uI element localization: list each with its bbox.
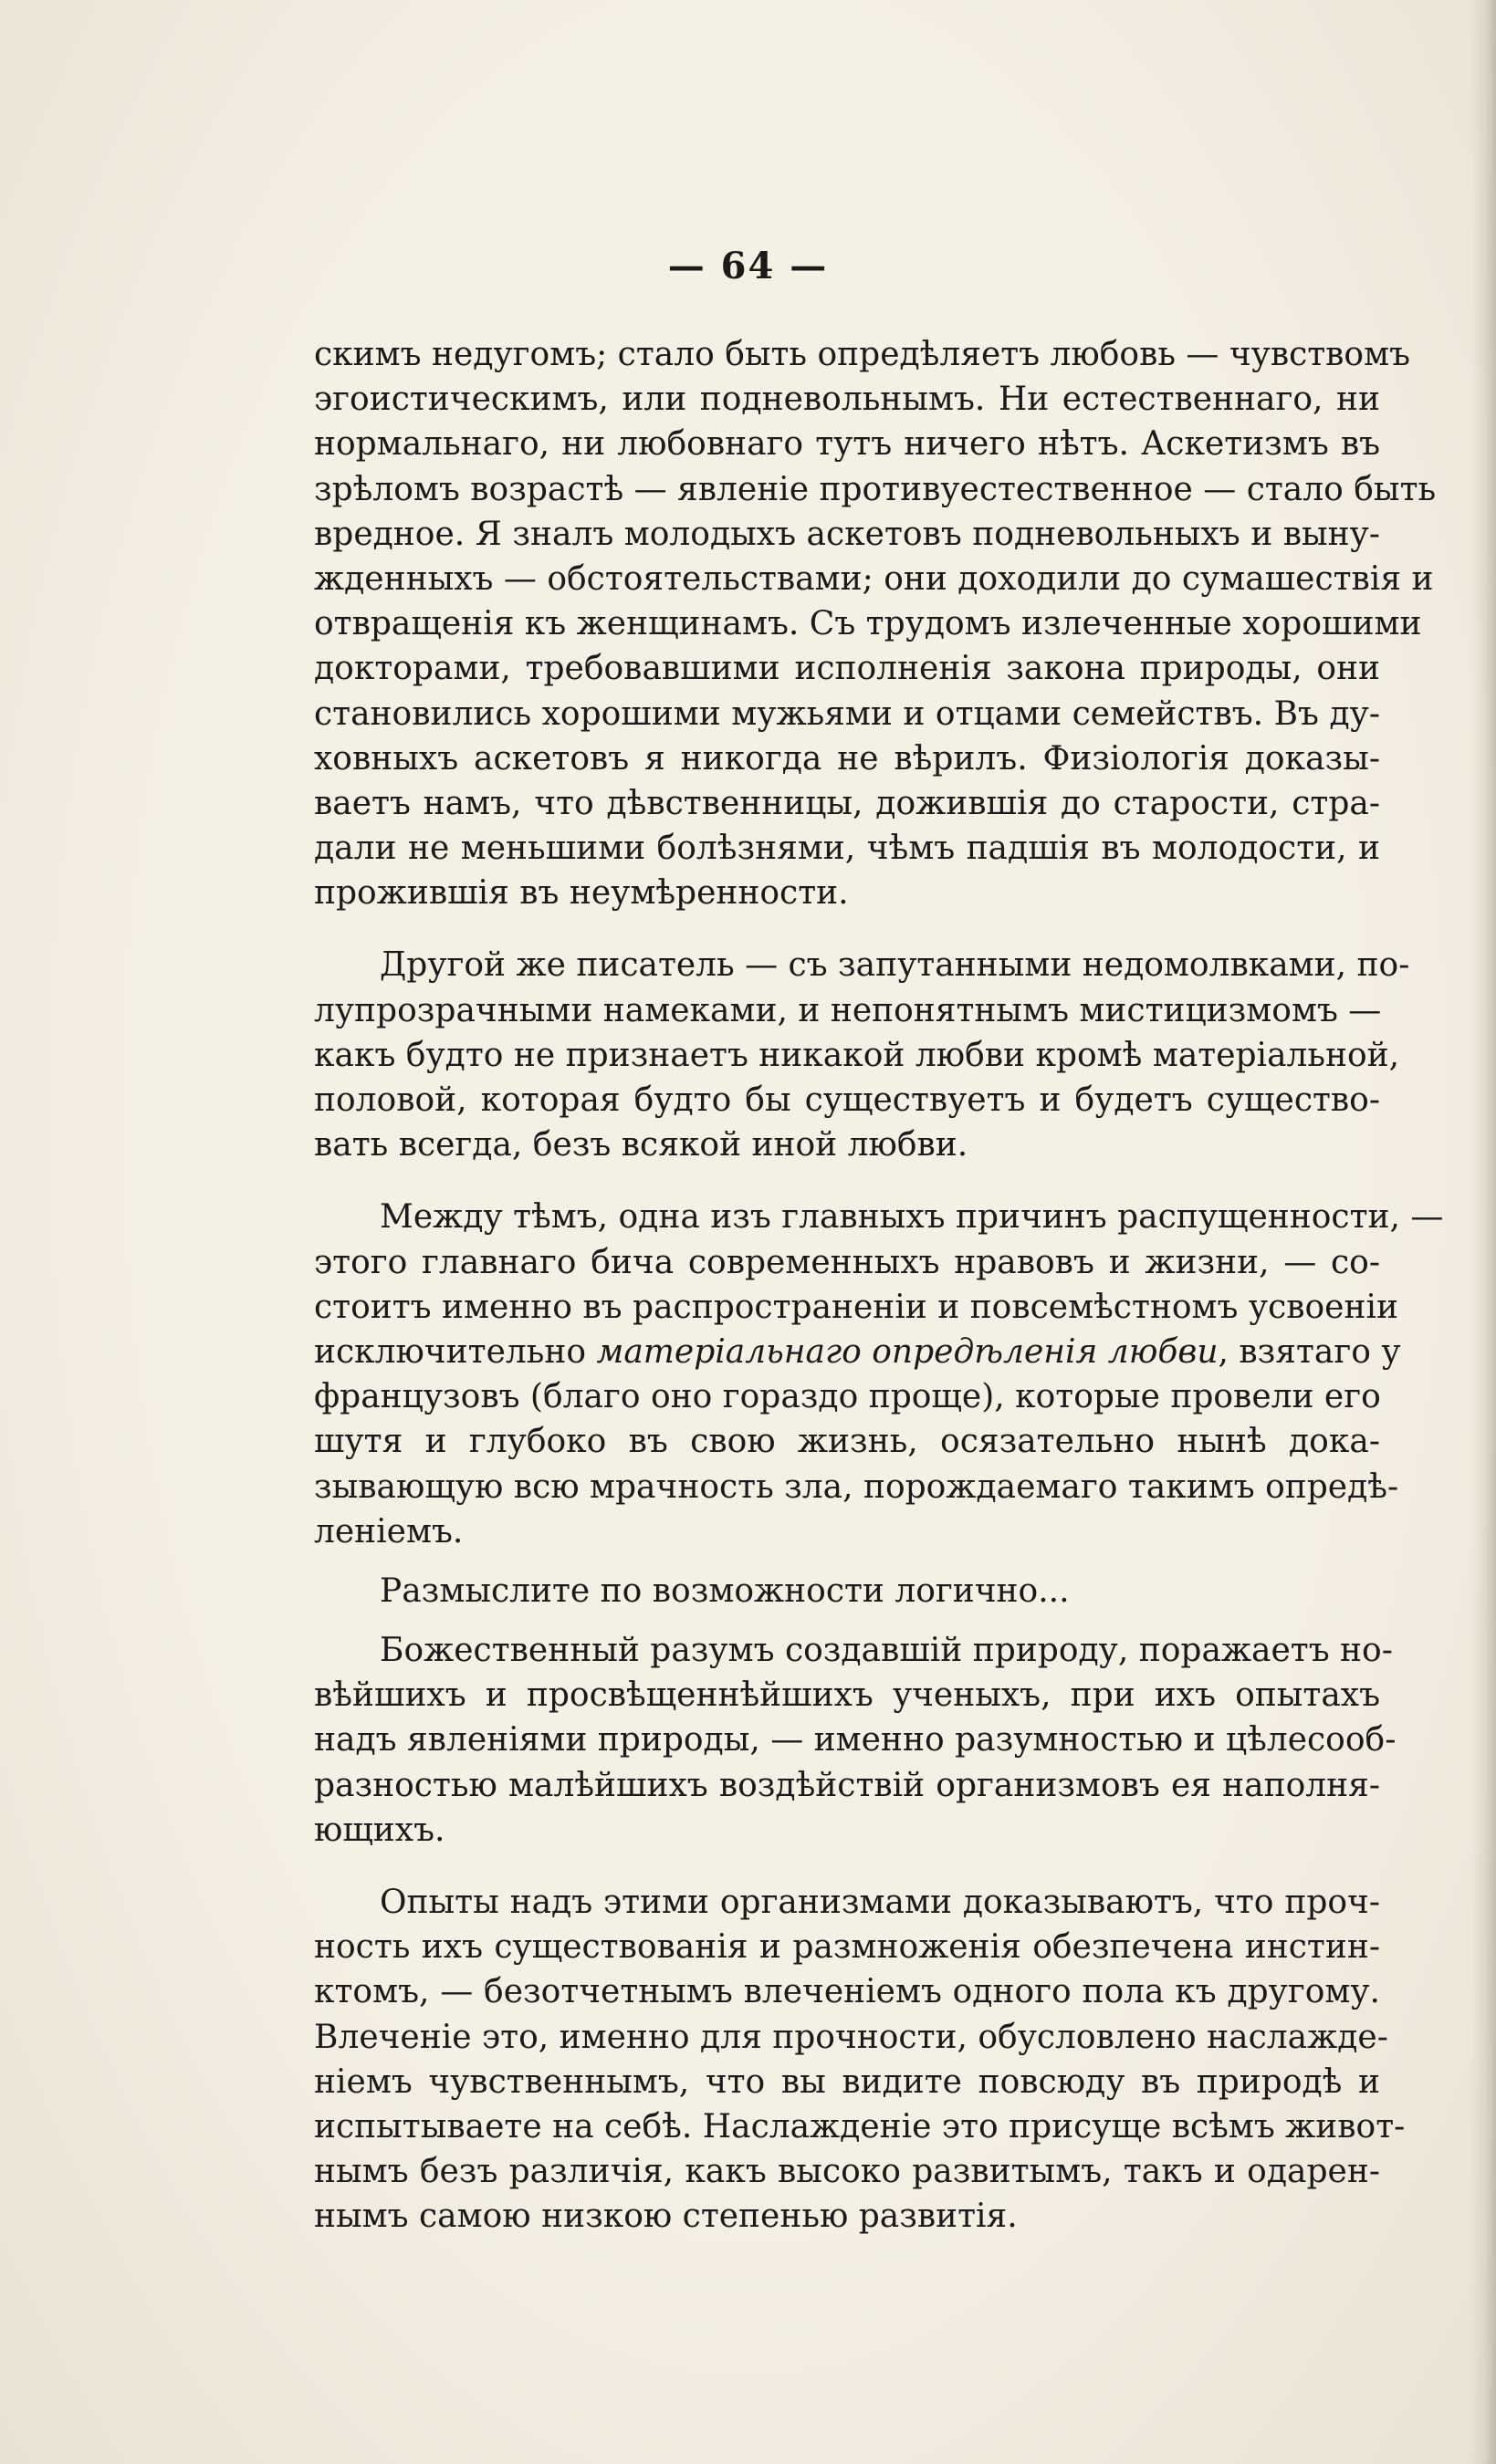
text-line: вѣйшихъ и просвѣщеннѣйшихъ ученыхъ, при ихъ опытахъ bbox=[314, 1676, 1380, 1715]
text-line: половой, которая будто бы существуетъ и будетъ существо- bbox=[314, 1081, 1380, 1119]
text-line: Влеченіе это, именно для прочности, обусловлено наслажде- bbox=[314, 2018, 1388, 2056]
text-line: Божественный разумъ создавшій природу, поражаетъ но- bbox=[380, 1632, 1393, 1670]
text-line: ховныхъ аскетовъ я никогда не вѣрилъ. Физіологія доказы- bbox=[314, 739, 1380, 778]
text-line: ніемъ чувственнымъ, что вы видите повсюду въ природѣ и bbox=[314, 2062, 1380, 2101]
italic-emphasis: матеріальнаго опредѣленія любви bbox=[596, 1332, 1219, 1371]
text-line: становились хорошими мужьями и отцами семействъ. Въ ду- bbox=[314, 694, 1380, 733]
paragraph bbox=[314, 1195, 1444, 1554]
text-line: ность ихъ существованія и размноженія обезпечена инстин- bbox=[314, 1928, 1380, 1967]
text-line: нормальнаго, ни любовнаго тутъ ничего нѣтъ. Аскетизмъ въ bbox=[314, 425, 1380, 464]
text-line: прожившія въ неумѣренности. bbox=[314, 874, 849, 913]
text-line: Между тѣмъ, одна изъ главныхъ причинъ распущенности, — bbox=[380, 1198, 1444, 1237]
paragraph bbox=[314, 943, 1410, 1167]
text-line: Другой же писатель — съ запутанными недомолвками, по- bbox=[380, 946, 1410, 985]
text-line: шутя и глубоко въ свою жизнь, осязательно нынѣ дока- bbox=[314, 1423, 1380, 1461]
text-line: жденныхъ — обстоятельствами; они доходили до сумашествія и bbox=[314, 559, 1434, 598]
text-line: дали не меньшими болѣзнями, чѣмъ падшія въ молодости, и bbox=[314, 830, 1380, 868]
text-line: леніемъ. bbox=[314, 1512, 464, 1550]
text-line: стоитъ именно въ распространеніи и повсемѣстномъ усвоеніи bbox=[314, 1288, 1398, 1326]
text-line: испытываете на себѣ. Наслажденіе это присуще всѣмъ живот- bbox=[314, 2107, 1406, 2146]
text-line: вать всегда, безъ всякой иной любви. bbox=[314, 1126, 968, 1164]
text-line: нымъ безъ различія, какъ высоко развитымъ, такъ и одарен- bbox=[314, 2153, 1380, 2191]
body-text bbox=[314, 332, 1444, 2240]
text-line: зывающую всю мрачность зла, порождаемаго такимъ опредѣ- bbox=[314, 1467, 1399, 1506]
text-line-with-emphasis bbox=[314, 1330, 1401, 1374]
paragraph bbox=[314, 1569, 1380, 1613]
text-line: разностью малѣйшихъ воздѣйствій организмовъ ея наполня- bbox=[314, 1766, 1380, 1804]
text-line: ющихъ. bbox=[314, 1811, 445, 1849]
text-line: докторами, требовавшими исполненія закона природы, они bbox=[314, 650, 1380, 688]
text-line: Размыслите по возможности логично... bbox=[380, 1571, 1070, 1610]
text-line: этого главнаго бича современныхъ нравовъ и жизни, — со- bbox=[314, 1243, 1380, 1281]
text-line: нымъ самою низкою степенью развитія. bbox=[314, 2198, 1018, 2236]
text-line: французовъ (благо оно гораздо проще), которые провели его bbox=[314, 1378, 1381, 1416]
text-line: ваетъ намъ, что дѣвственницы, дожившія до старости, стра- bbox=[314, 784, 1380, 822]
page-number: — 64 — bbox=[667, 245, 829, 287]
text-run: исключительно bbox=[314, 1332, 597, 1371]
page-edge-shadow bbox=[1470, 0, 1496, 2464]
paragraph bbox=[314, 332, 1437, 915]
text-line: какъ будто не признаетъ никакой любви кромѣ матеріальной, bbox=[314, 1036, 1400, 1074]
text-line: ктомъ, — безотчетнымъ влеченіемъ одного пола къ другому. bbox=[314, 1973, 1380, 2011]
text-line: зрѣломъ возрастѣ — явленіе противуестественное — стало быть bbox=[314, 470, 1437, 508]
text-line: скимъ недугомъ; стало быть опредѣляетъ любовь — чувствомъ bbox=[314, 336, 1411, 373]
text-line: лупрозрачными намеками, и непонятнымъ мистицизмомъ — bbox=[314, 991, 1382, 1029]
text-line: вредное. Я зналъ молодыхъ аскетовъ подневольныхъ и выну- bbox=[314, 515, 1380, 553]
text-line: Опыты надъ этими организмами доказываютъ, что проч- bbox=[380, 1884, 1380, 1921]
text-line: эгоистическимъ, или подневольнымъ. Ни естественнаго, ни bbox=[314, 381, 1380, 419]
text-run: , взятаго у bbox=[1218, 1332, 1401, 1371]
paragraph bbox=[314, 1880, 1406, 2240]
text-line: надъ явленіями природы, — именно разумностью и цѣлесооб- bbox=[314, 1721, 1397, 1759]
paragraph bbox=[314, 1628, 1397, 1853]
text-line: отвращенія къ женщинамъ. Съ трудомъ излеченные хорошими bbox=[314, 605, 1422, 643]
